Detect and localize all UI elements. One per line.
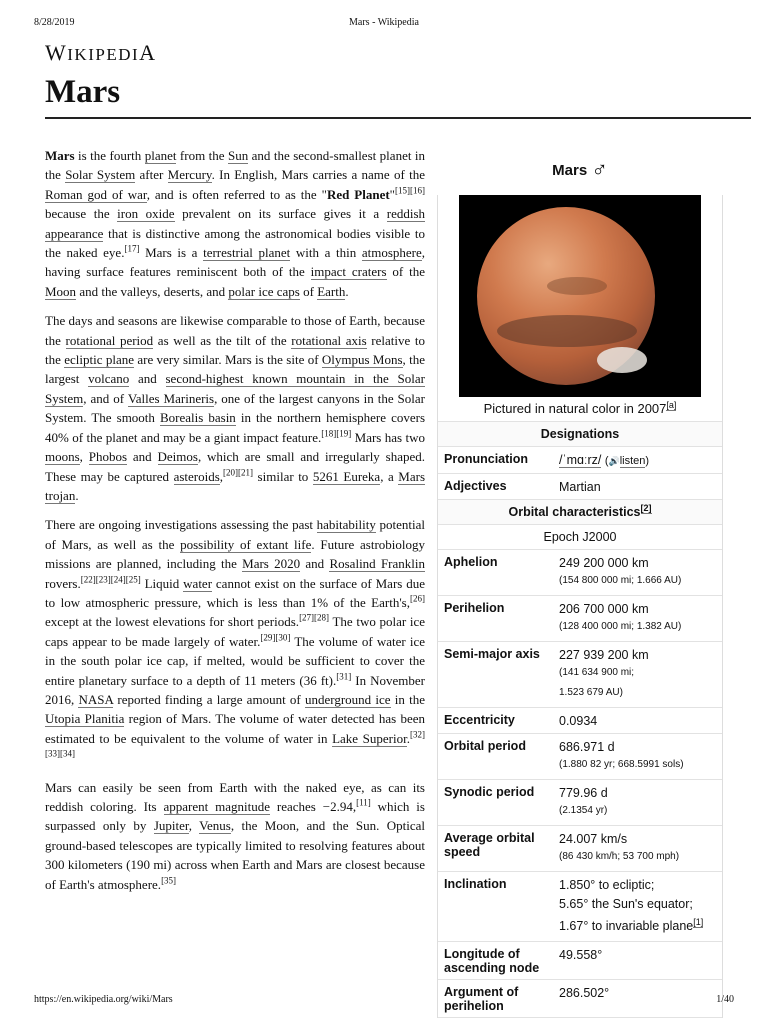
- article-link[interactable]: reddish appearance: [45, 206, 426, 241]
- infobox-row-value: [559, 642, 722, 707]
- infobox-row-key: Longitude of ascending node: [444, 947, 540, 975]
- text-run: prevalent on its surface gives it a: [174, 206, 387, 222]
- text-run: reported finding a large amount of: [113, 691, 305, 707]
- article-paragraph: [45, 515, 425, 767]
- infobox: [437, 143, 723, 1018]
- text-run: reaches −2.94,: [270, 799, 357, 814]
- infobox-row-value: [559, 780, 722, 825]
- mars-image[interactable]: [459, 195, 701, 397]
- article-link[interactable]: moons: [45, 449, 80, 465]
- value-line: [559, 947, 718, 963]
- text-run: in the: [390, 691, 425, 707]
- article-paragraph: [45, 146, 425, 301]
- infobox-row: [438, 872, 722, 942]
- text-run: similar to: [253, 468, 313, 484]
- citation-ref[interactable]: [35]: [161, 875, 177, 886]
- wordmark-w: W: [45, 40, 68, 65]
- article-link[interactable]: Phobos: [88, 449, 128, 465]
- pronunciation-key: Pronunciation: [444, 452, 529, 466]
- orbital-header: [438, 500, 722, 525]
- text-run: Liquid: [140, 575, 184, 591]
- infobox-row-value: [559, 942, 722, 979]
- text-run: are very similar. Mars is the site of: [134, 352, 322, 368]
- citation-ref[interactable]: [1]: [693, 916, 704, 927]
- article-link[interactable]: Mercury: [167, 167, 212, 183]
- article-link[interactable]: Deimos: [157, 449, 198, 465]
- mars-dark-region: [497, 315, 637, 347]
- text-run: . Future astrobiology missions are planned, including the: [45, 536, 426, 572]
- article-link[interactable]: ecliptic plane: [64, 352, 134, 368]
- adjectives-row: [438, 474, 722, 500]
- infobox-row-value: [559, 596, 722, 641]
- article-link[interactable]: possibility of extant life: [180, 536, 312, 552]
- citation-ref[interactable]: [22][23][24][25]: [80, 574, 141, 585]
- article-link[interactable]: polar ice caps: [228, 283, 300, 299]
- citation-ref[interactable]: [20][21]: [223, 467, 254, 478]
- infobox-row-value: [559, 872, 722, 941]
- pronunciation-listen[interactable]: (🔊listen): [604, 455, 650, 467]
- value-line: [559, 893, 718, 915]
- value-conversion: (141 634 900 mi;: [559, 667, 635, 678]
- value-conversion: (128 400 000 mi; 1.382 AU): [559, 621, 682, 632]
- text-run: . In English, Mars carries a name of the: [211, 167, 426, 183]
- text-run: ,: [188, 818, 200, 834]
- article-link[interactable]: Rosalind Franklin: [329, 556, 426, 572]
- text-run: and the valleys, deserts, and: [76, 283, 229, 299]
- infobox-row-value: [559, 980, 722, 1017]
- text-run: after: [135, 167, 168, 183]
- wordmark-a: A: [139, 40, 157, 65]
- value-text: 1.67° to invariable plane: [559, 919, 694, 933]
- article-link[interactable]: water: [183, 575, 213, 591]
- text-run: In November 2016,: [45, 672, 425, 707]
- bold-term: Mars: [45, 148, 75, 163]
- orbital-header-text: Orbital characteristics: [508, 505, 641, 519]
- value-line: [559, 985, 718, 1001]
- adjectives-key: Adjectives: [444, 479, 507, 493]
- text-run: .: [345, 283, 349, 299]
- designations-header: Designations: [438, 422, 722, 447]
- value-conversion: 1.523 679 AU): [559, 687, 623, 698]
- text-run: The volume of water ice in the south polar ice cap, if melted, would be sufficient to cover the entire planetary surface to a depth of 11 meters (36 ft).: [45, 633, 425, 688]
- citation-ref[interactable]: [18][19]: [321, 428, 352, 439]
- epoch: Epoch J2000: [438, 525, 722, 550]
- mars-surface-feature: [547, 277, 607, 295]
- text-run: , and is often referred to as the ": [146, 186, 327, 202]
- article-link[interactable]: Sun: [227, 148, 249, 163]
- value-text: 206 700 000 km: [559, 602, 649, 616]
- footer-page-number: 1/40: [716, 994, 734, 1005]
- caption-ref[interactable]: [a]: [666, 399, 677, 410]
- article-link[interactable]: underground ice: [304, 691, 391, 707]
- text-run: There are ongoing investigations assessing the past: [45, 517, 317, 533]
- article-paragraph: [45, 778, 425, 894]
- value-conversion: (1.880 82 yr; 668.5991 sols): [559, 759, 684, 770]
- text-run: relative to the: [45, 332, 425, 368]
- text-run: The two polar ice caps appear to be made largely of water.: [45, 614, 425, 649]
- article-link[interactable]: iron oxide: [117, 206, 175, 222]
- infobox-row-value: [559, 734, 722, 779]
- orbital-rows: [438, 550, 722, 1018]
- infobox-row-key: Inclination: [444, 877, 507, 891]
- text-run: is the fourth: [74, 148, 145, 163]
- infobox-row-key: Synodic period: [444, 785, 535, 799]
- article-link[interactable]: Olympus Mons: [321, 352, 403, 368]
- article-link[interactable]: impact craters: [310, 264, 387, 280]
- infobox-row: [438, 942, 722, 980]
- citation-ref[interactable]: [31]: [336, 671, 352, 682]
- article-link[interactable]: Earth: [317, 283, 346, 299]
- value-line: [559, 601, 718, 617]
- text-run: , one of the largest canyons in the Solar System. The smooth: [45, 390, 425, 426]
- image-caption: [438, 397, 722, 422]
- text-run: .: [406, 730, 410, 746]
- value-text: 227 939 200 km: [559, 648, 649, 662]
- infobox-row: [438, 708, 722, 734]
- value-text: 286.502°: [559, 986, 610, 1000]
- text-run: of: [299, 283, 318, 299]
- text-run: ,: [79, 449, 89, 465]
- infobox-row-key: Aphelion: [444, 555, 498, 569]
- text-run: .: [75, 487, 79, 503]
- value-line: [559, 647, 718, 663]
- article-link[interactable]: Valles Marineris: [127, 390, 215, 406]
- infobox-table: [437, 195, 723, 1018]
- listen-link[interactable]: listen: [619, 455, 646, 467]
- value-text: 49.558°: [559, 948, 603, 962]
- infobox-title-text: Mars: [552, 162, 588, 179]
- infobox-row-key: Average orbital speed: [444, 831, 535, 859]
- citation-ref[interactable]: [26]: [410, 593, 425, 604]
- text-run: and: [127, 449, 158, 465]
- citation-ref[interactable]: [32][33][34]: [45, 729, 425, 759]
- speaker-icon: 🔊: [608, 456, 620, 466]
- infobox-row-key: Eccentricity: [444, 713, 515, 727]
- infobox-row: [438, 642, 722, 708]
- footer-url[interactable]: https://en.wikipedia.org/wiki/Mars: [34, 994, 173, 1005]
- value-text: 779.96 d: [559, 786, 608, 800]
- text-run: except at the lowest elevations for short periods.: [45, 614, 300, 630]
- text-run: from the: [176, 148, 228, 163]
- text-run: Mars can easily be seen from Earth with the naked eye, as can its reddish coloring. Its: [45, 779, 425, 814]
- article-link[interactable]: Mars 2020: [242, 556, 301, 572]
- value-conversion: (154 800 000 mi; 1.666 AU): [559, 575, 682, 586]
- text-run: , having surface features reminiscent both of the: [45, 245, 425, 280]
- mars-polar-cap: [597, 347, 647, 373]
- value-text: 686.971 d: [559, 740, 615, 754]
- infobox-row: [438, 980, 722, 1018]
- orbital-ref[interactable]: [2]: [640, 502, 652, 513]
- text-run: potential of Mars, as well as the: [45, 517, 425, 552]
- text-run: of the: [386, 264, 425, 280]
- text-run: in the northern hemisphere covers 40% of the planet and may be a giant impact feature.: [45, 410, 426, 445]
- text-run: Mars has two: [351, 429, 425, 445]
- pronunciation-row: [438, 447, 722, 474]
- value-text: 5.65° the Sun's equator;: [559, 897, 693, 911]
- infobox-row: [438, 826, 722, 872]
- article-link[interactable]: apparent magnitude: [163, 799, 271, 814]
- text-run: ,: [219, 468, 224, 484]
- citation-ref[interactable]: [15][16]: [394, 185, 425, 196]
- value-line: [559, 739, 718, 755]
- text-run: cannot exist on the surface of Mars due to low atmospheric pressure, which is less than 1% of the Earth's,: [45, 575, 425, 610]
- value-conversion: (2.1354 yr): [559, 805, 608, 816]
- article-link[interactable]: Jupiter: [153, 818, 189, 834]
- article-link[interactable]: Utopia Planitia: [45, 711, 125, 727]
- value-line: [559, 831, 718, 847]
- article-link[interactable]: asteroids: [173, 468, 220, 484]
- text-run: Mars is a: [139, 245, 204, 261]
- page-title: Mars: [45, 74, 121, 110]
- infobox-row: [438, 734, 722, 780]
- article-link[interactable]: Venus: [199, 818, 231, 834]
- text-run: , the largest: [45, 352, 425, 387]
- text-run: and: [129, 371, 166, 387]
- text-run: as well as the tilt of the: [153, 332, 292, 348]
- article-link[interactable]: NASA: [78, 691, 114, 707]
- article-link[interactable]: 5261 Eureka: [312, 468, 381, 484]
- text-run: ": [389, 186, 395, 202]
- article-link[interactable]: habitability: [316, 517, 376, 533]
- text-run: , which are small and irregularly shaped. These may be captured: [45, 449, 425, 484]
- article-link[interactable]: Solar System: [65, 167, 136, 183]
- text-run: The days and seasons are likewise comparable to those of Earth, because the: [45, 313, 425, 348]
- infobox-row-value: [559, 826, 722, 871]
- article-paragraph: [45, 311, 425, 505]
- article-link[interactable]: Lake Superior: [332, 730, 407, 746]
- text-run: which is surpassed only by: [45, 799, 425, 834]
- text-run: and: [300, 556, 330, 572]
- citation-ref[interactable]: [29][30]: [260, 632, 291, 643]
- text-run: , a: [380, 468, 399, 484]
- value-text: 24.007 km/s: [559, 832, 628, 846]
- infobox-row-value: [559, 550, 722, 595]
- infobox-row-key: Argument of perihelion: [444, 985, 519, 1013]
- infobox-row-key: Semi-major axis: [444, 647, 540, 661]
- article-link[interactable]: Borealis basin: [159, 410, 236, 426]
- text-run: rovers.: [45, 575, 81, 591]
- article-link[interactable]: volcano: [88, 371, 130, 387]
- value-conversion: (86 430 km/h; 53 700 mph): [559, 851, 680, 862]
- value-line: [559, 877, 718, 893]
- text-run: that is distinctive among the astronomical bodies visible to the naked eye.: [45, 225, 425, 261]
- value-line: [559, 555, 718, 571]
- value-line: [559, 785, 718, 801]
- text-run: because the: [45, 206, 118, 222]
- infobox-row-value: [559, 708, 722, 733]
- title-divider: [45, 117, 751, 119]
- article-link[interactable]: atmosphere: [361, 245, 422, 261]
- article-link[interactable]: terrestrial planet: [203, 245, 291, 261]
- value-line: [559, 713, 718, 729]
- article-link[interactable]: planet: [144, 148, 177, 163]
- article-body: [45, 146, 425, 904]
- citation-ref[interactable]: [11]: [356, 797, 371, 808]
- mars-globe: [477, 207, 655, 385]
- text-run: with a thin: [290, 245, 362, 261]
- text-run: , and of: [83, 390, 128, 406]
- print-title: Mars - Wikipedia: [349, 17, 419, 28]
- text-run: and the second-smallest planet in the: [45, 148, 426, 183]
- value-text: 0.0934: [559, 714, 598, 728]
- citation-ref[interactable]: [17]: [124, 243, 140, 254]
- value-text: 1.850° to ecliptic;: [559, 878, 655, 892]
- article-link[interactable]: rotational period: [65, 332, 154, 348]
- adjectives-value: Martian: [559, 480, 601, 494]
- article-link[interactable]: Mars trojan: [45, 468, 425, 503]
- infobox-row: [438, 550, 722, 596]
- bold-term: Red Planet: [326, 186, 390, 202]
- print-date: 8/28/2019: [34, 17, 75, 28]
- infobox-title: [437, 143, 723, 195]
- article-link[interactable]: Moon: [45, 283, 77, 299]
- pronunciation-ipa[interactable]: /ˈmɑːrz/: [559, 453, 602, 467]
- article-link[interactable]: rotational axis: [291, 332, 367, 348]
- mars-symbol-icon: ♂: [591, 157, 608, 182]
- infobox-row-key: Perihelion: [444, 601, 505, 615]
- text-run: , the Moon, and the Sun. Optical ground-based telescopes are typically limited to resolving features about 300 kilometers (190 mi) across when Earth and Mars are closest because of Earth's atmosphere.: [45, 818, 425, 892]
- pronunciation-value: [559, 447, 722, 473]
- infobox-row-key: Orbital period: [444, 739, 526, 753]
- infobox-row: [438, 596, 722, 642]
- wordmark-middle: IKIPEDI: [67, 45, 140, 64]
- article-link[interactable]: Roman god of war: [45, 186, 147, 202]
- value-line: [559, 915, 718, 937]
- infobox-row: [438, 780, 722, 826]
- value-text: 249 200 000 km: [559, 556, 649, 570]
- text-run: region of Mars. The volume of water detected has been estimated to be equivalent to the volume of water in: [45, 711, 425, 746]
- article-link[interactable]: second-highest known mountain in the Solar System: [45, 371, 425, 406]
- citation-ref[interactable]: [27][28]: [299, 613, 330, 624]
- caption-text: Pictured in natural color in 2007: [483, 401, 667, 416]
- wikipedia-wordmark[interactable]: [45, 40, 157, 66]
